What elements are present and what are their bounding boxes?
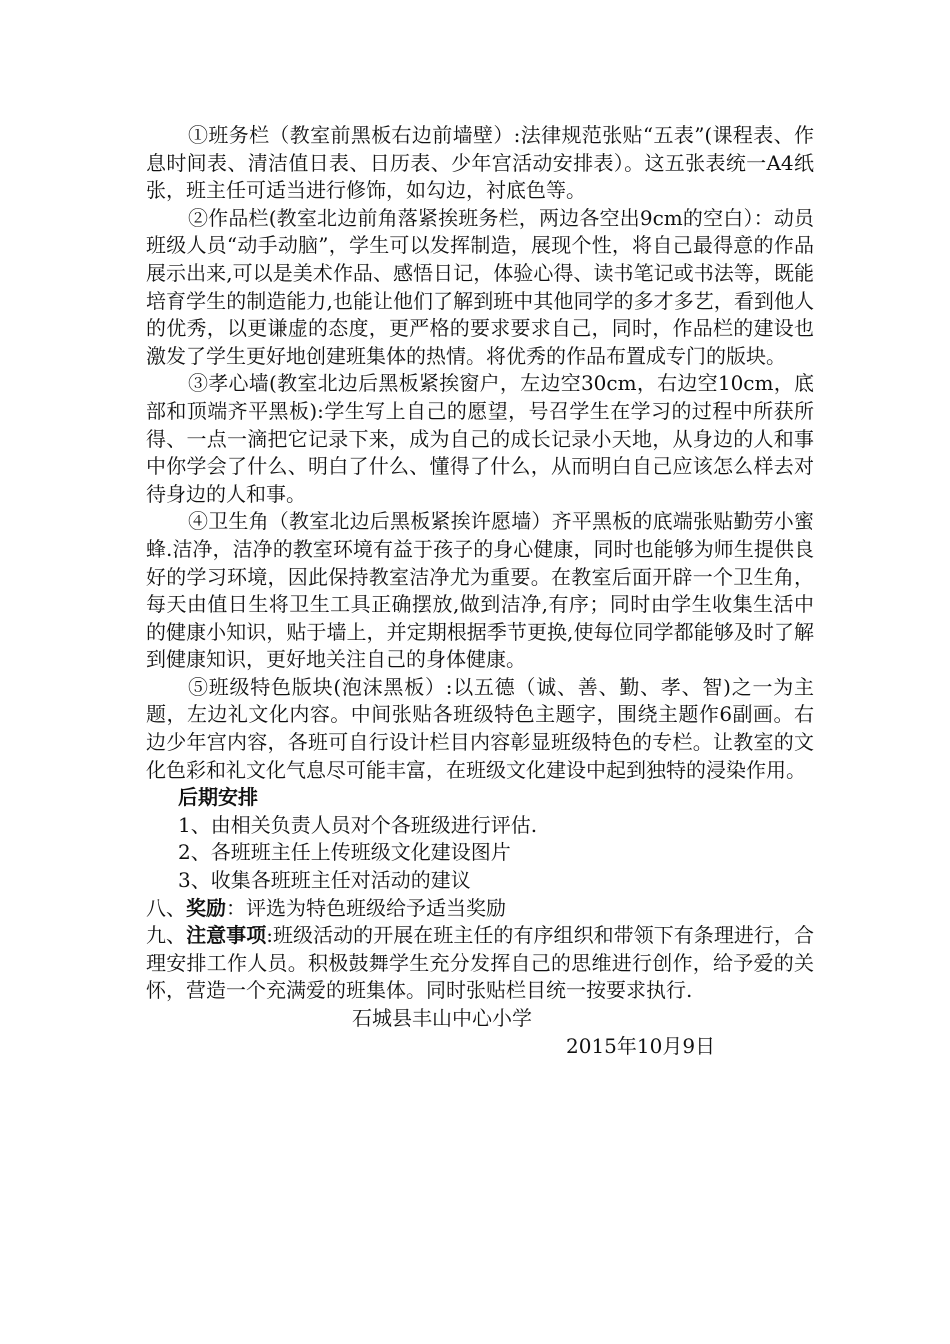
paragraph-class-feature-board: ⑤班级特色版块(泡沫黑板）:以五德（诚、善、勤、孝、智)之一为主题，左边礼文化内容。中间张贴各班级特色主题字，围绕主题作6副画。右边少年宫内容，各班可自行设计栏目内容彰显班级特色的专栏。让教室的文化色彩和礼文化气息尽可能丰富，在班级文化建设中起到独特的浸染作用。 [146, 674, 814, 782]
section-notes-text: :班级活动的开展在班主任的有序组织和带领下有条理进行，合理安排工作人员。积极鼓舞学生充分发挥自己的思维进行创作，给予爱的关怀，营造一个充满爱的班集体。同时张贴栏目统一按要求执行. [146, 923, 814, 1003]
later-item-2: 2、各班班主任上传班级文化建设图片 [178, 840, 511, 865]
document-page [146, 122, 814, 1060]
organization-signature: 石城县丰山中心小学 [352, 1006, 532, 1030]
section-reward-prefix: 八、 [146, 895, 186, 920]
paragraph-class-affairs-board: ①班务栏（教室前黑板右边前墙壁）:法律规范张贴“五表”(课程表、作息时间表、清洁值日表、日历表、少年宫活动安排表）。这五张表统一A4纸张，班主任可适当进行修饰，如勾边，衬底色等。 [146, 123, 814, 203]
section-notes-prefix: 九、 [146, 923, 187, 948]
later-arrangement-heading: 后期安排 [178, 785, 258, 810]
section-notes-label: 注意事项 [186, 923, 267, 948]
section-reward-text: ：评选为特色班级给予适当奖励 [226, 895, 506, 920]
later-item-1: 1、由相关负责人员对个各班级进行评估. [178, 812, 538, 837]
section-reward [146, 895, 814, 923]
section-notes [146, 922, 814, 1005]
later-item-3: 3、收集各班班主任对活动的建议 [178, 868, 471, 893]
paragraph-works-board: ②作品栏(教室北边前角落紧挨班务栏，两边各空出9cm的空白）：动员班级人员“动手动脑”，学生可以发挥制造，展现个性，将自己最得意的作品展示出来,可以是美术作品、感悟日记，体验心得、读书笔记或书法等，既能培育学生的制造能力,也能让他们了解到班中其他同学的多才多艺，看到他人的优秀，以更谦虚的态度，更严格的要求要求自己，同时，作品栏的建设也激发了学生更好地创建班集体的热情。将优秀的作品布置成专门的版块。 [146, 205, 814, 368]
section-reward-label: 奖励 [186, 895, 226, 920]
document-date: 2015年10月9日 [566, 1033, 716, 1058]
paragraph-filial-wall: ③孝心墙(教室北边后黑板紧挨窗户，左边空30cm，右边空10cm，底部和顶端齐平黑板):学生写上自己的愿望，号召学生在学习的过程中所获所得、一点一滴把它记录下来，成为自己的成长记录小天地，从身边的人和事中你学会了什么、明白了什么、懂得了什么，从而明白自己应该怎么样去对待身边的人和事。 [146, 371, 814, 506]
paragraph-hygiene-corner: ④卫生角（教室北边后黑板紧挨许愿墙）齐平黑板的底端张贴勤劳小蜜蜂.洁净，洁净的教室环境有益于孩子的身心健康，同时也能够为师生提供良好的学习环境，因此保持教室洁净尤为重要。在教室后面开辟一个卫生角，每天由值日生将卫生工具正确摆放,做到洁净,有序；同时由学生收集生活中的健康小知识，贴于墙上，并定期根据季节更换,使每位同学都能够及时了解到健康知识，更好地关注自己的身体健康。 [146, 509, 814, 672]
